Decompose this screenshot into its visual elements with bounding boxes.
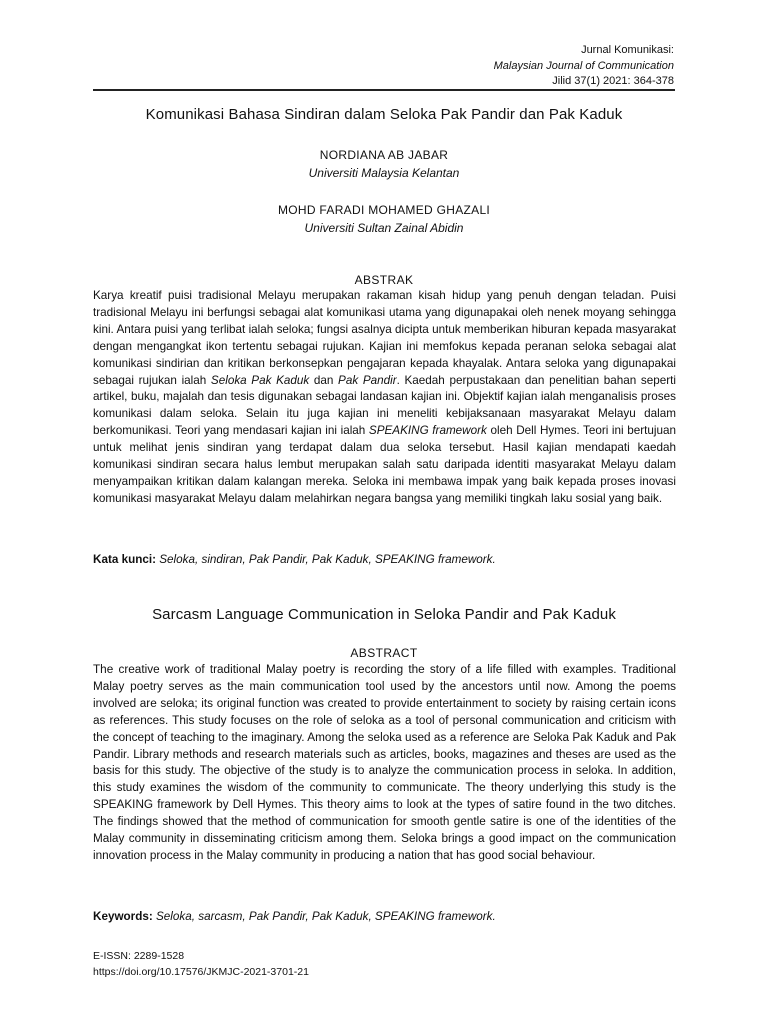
keywords-label: Keywords: — [93, 910, 153, 923]
abstract-body-en: The creative work of traditional Malay poetry is recording the story of a life filled with examples. Traditional Malay poetry serves as the main communication tool used by the ancestors until now. Among the poems involved are seloka; its original function was created to provide entertainment to society by raising certain icons as references. This study focuses on the role of seloka as a tool of personal communication and criticism with the concept of teaching to the imaginary. Among the seloka used as a reference are Seloka Pak Kaduk and Pak Pandir. Library methods and research materials such as articles, books, magazines and theses are used as the basis for this study. The objective of the study is to analyze the communication process in seloka. In addition, this study examines the wisdom of the community to communicate. The theory underlying this study is the SPEAKING framework by Dell Hymes. This theory aims to look at the types of satire found in the two ditches. The findings showed that the method of communication for smooth gentle satire is one of the identities of the Malay community in disseminating criticism among them. Seloka brings a good impact on the communication innovation process in the Malay community in producing a nation that has good social behaviour. — [93, 663, 676, 862]
keywords-values: Seloka, sarcasm, Pak Pandir, Pak Kaduk, SPEAKING framework. — [152, 910, 496, 923]
doi-link[interactable]: https://doi.org/10.17576/JKMJC-2021-3701-21 — [93, 965, 309, 978]
header-rule — [93, 89, 675, 91]
abstract-text: oleh Dell Hymes. Teori ini bertujuan untuk melihat jenis sindiran yang terdapat dalam dua seloka tersebut. Hasil kajian mendapati kaedah komunikasi sindiran secara halus lembut merupakan salah satu daripada identiti masyarakat Melayu dalam menyampaikan kritikan dalam kalangan mereka. Seloka ini membawa impak yang baik kepada proses inovasi komunikasi masyarakat Melayu dalam melahirkan negara bangsa yang memiliki tingkah laku sosial yang baik. — [93, 424, 676, 505]
paper-title-en: Sarcasm Language Communication in Seloka Pandir and Pak Kaduk — [152, 606, 616, 623]
keywords-values: Seloka, sindiran, Pak Pandir, Pak Kaduk, SPEAKING framework. — [156, 553, 496, 566]
keywords-ms — [93, 552, 675, 568]
journal-header — [494, 43, 674, 90]
paper-title-ms: Komunikasi Bahasa Sindiran dalam Seloka Pak Pandir dan Pak Kaduk — [145, 106, 623, 123]
abstract-heading-en: ABSTRACT — [350, 646, 418, 660]
journal-name-en: Malaysian Journal of Communication — [493, 59, 674, 72]
abstract-emphasis: SPEAKING framework — [368, 424, 487, 438]
keywords-label: Kata kunci: — [93, 553, 156, 566]
eissn: E-ISSN: 2289-1528 — [93, 950, 185, 962]
page-footer — [93, 949, 309, 980]
author-name: NORDIANA AB JABAR — [319, 148, 449, 162]
keywords-en — [93, 909, 675, 925]
journal-name-ms: Jurnal Komunikasi: — [581, 44, 674, 56]
author-affiliation: Universiti Sultan Zainal Abidin — [304, 221, 464, 235]
abstract-text: . Kaedah perpustakaan dan penelitian bahan seperti artikel, buku, majalah dan tesis digunakan sebagai landasan kajian ini. Objektif kajian ialah menganalisis proses komunikasi dalam seloka. Selain itu juga kajian ini meneliti kebijaksanaan masyarakat Melayu dalam berkomunikasi. Teori yang mendasari kajian ini ialah — [93, 373, 676, 438]
abstract-text: Karya kreatif puisi tradisional Melayu merupakan rakaman kisah hidup yang penuh dengan teladan. Puisi tradisional Melayu ini berfungsi sebagai alat komunikasi utama yang digunapakai oleh nenek moyang sehingga kini. Antara puisi yang terlibat ialah seloka; fungsi asalnya dicipta untuk memberikan hiburan kepada masyarakat dengan mengangkat ikon tertentu sebagai rujukan. Kajian ini memfokus kepada peranan seloka sebagai alat komunikasi sindirian dan kritikan berkonsepkan pengajaran kepada khayalak. Antara seloka yang digunapakai sebagai rujukan ialah — [93, 289, 676, 387]
author-block — [93, 201, 675, 237]
abstract-body-ms — [93, 288, 676, 508]
author-name: MOHD FARADI MOHAMED GHAZALI — [277, 203, 491, 217]
abstract-emphasis: Pak Pandir — [338, 373, 397, 387]
author-block — [93, 146, 675, 182]
abstract-heading-ms: ABSTRAK — [354, 273, 414, 287]
journal-volume: Jilid 37(1) 2021: 364-378 — [552, 75, 674, 87]
abstract-emphasis: Seloka Pak Kaduk — [210, 373, 310, 387]
abstract-text: dan — [309, 373, 339, 387]
author-affiliation: Universiti Malaysia Kelantan — [308, 166, 460, 180]
